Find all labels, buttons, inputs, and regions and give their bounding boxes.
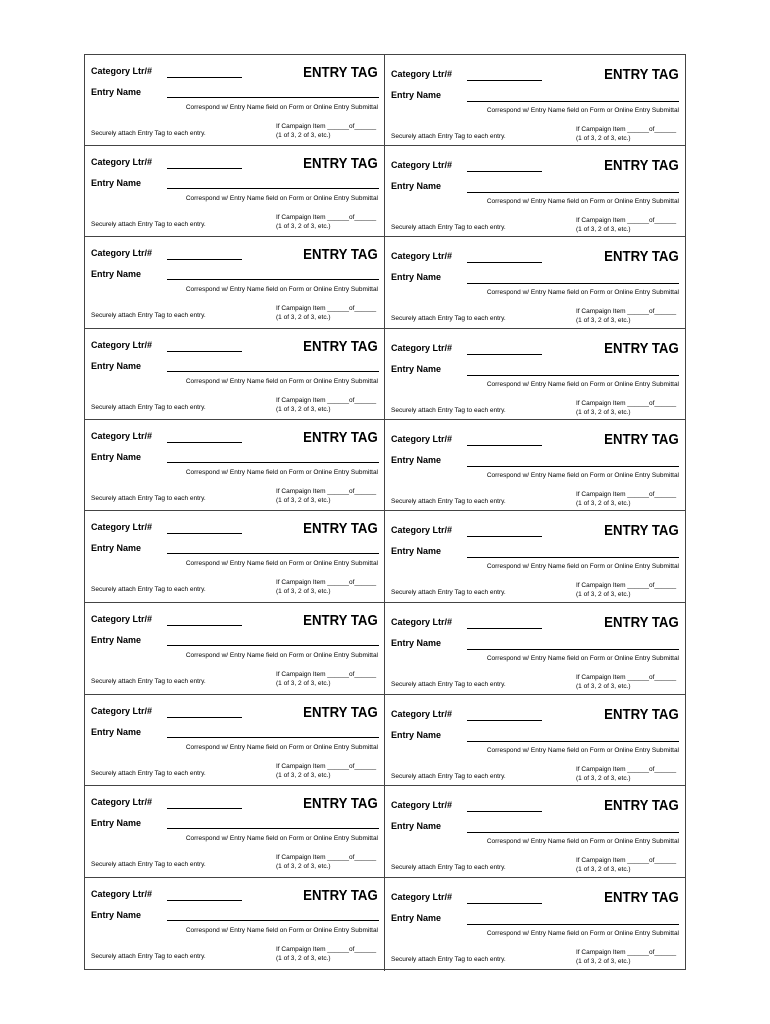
category-label: Category Ltr/# — [91, 157, 153, 167]
correspond-note: Correspond w/ Entry Name field on Form or Online Entry Submittal — [185, 195, 378, 202]
secure-note: Securely attach Entry Tag to each entry. — [91, 495, 206, 502]
category-label: Category Ltr/# — [391, 892, 453, 902]
campaign-item-note — [576, 948, 676, 966]
campaign-line-2: (1 of 3, 2 of 3, etc.) — [276, 314, 331, 321]
entry-name-line — [167, 645, 379, 646]
campaign-line-2: (1 of 3, 2 of 3, etc.) — [576, 409, 631, 416]
campaign-line-2: (1 of 3, 2 of 3, etc.) — [576, 226, 631, 233]
secure-note: Securely attach Entry Tag to each entry. — [391, 407, 506, 414]
entry-name-label: Entry Name — [391, 638, 442, 648]
category-line — [167, 808, 242, 809]
entry-name-label: Entry Name — [391, 90, 442, 100]
category-line — [167, 77, 242, 78]
category-label: Category Ltr/# — [91, 522, 153, 532]
entry-name-line — [167, 920, 379, 921]
category-line — [167, 442, 242, 443]
entry-name-line — [167, 371, 379, 372]
entry-name-line — [167, 97, 379, 98]
entry-tag-r2-c2 — [385, 146, 685, 237]
entry-tag-r4-c1 — [85, 329, 385, 420]
correspond-note: Correspond w/ Entry Name field on Form or Online Entry Submittal — [486, 563, 679, 570]
entry-name-label: Entry Name — [91, 178, 142, 188]
category-label: Category Ltr/# — [391, 343, 453, 353]
campaign-line-2: (1 of 3, 2 of 3, etc.) — [276, 223, 331, 230]
entry-tag-r5-c1 — [85, 420, 385, 511]
campaign-item-note — [276, 304, 376, 322]
category-line — [467, 262, 542, 263]
entry-name-label: Entry Name — [391, 455, 442, 465]
entry-tag-title: ENTRY TAG — [604, 157, 679, 174]
entry-tag-title: ENTRY TAG — [303, 520, 378, 537]
entry-tag-r4-c2 — [385, 329, 685, 420]
campaign-line-2: (1 of 3, 2 of 3, etc.) — [576, 317, 631, 324]
campaign-line-1: If Campaign Item ______of______ — [576, 217, 677, 224]
campaign-line-1: If Campaign Item ______of______ — [276, 488, 377, 495]
entry-name-line — [467, 101, 679, 102]
campaign-line-2: (1 of 3, 2 of 3, etc.) — [276, 680, 331, 687]
entry-tag-r8-c2 — [385, 695, 685, 786]
entry-tag-title: ENTRY TAG — [604, 248, 679, 265]
entry-name-label: Entry Name — [391, 272, 442, 282]
campaign-item-note — [276, 213, 376, 231]
campaign-line-2: (1 of 3, 2 of 3, etc.) — [276, 497, 331, 504]
entry-name-line — [467, 192, 679, 193]
campaign-line-1: If Campaign Item ______of______ — [276, 305, 377, 312]
campaign-line-1: If Campaign Item ______of______ — [576, 308, 677, 315]
category-label: Category Ltr/# — [91, 340, 153, 350]
entry-name-line — [167, 737, 379, 738]
entry-name-line — [467, 832, 679, 833]
category-label: Category Ltr/# — [391, 251, 453, 261]
category-line — [167, 717, 242, 718]
correspond-note: Correspond w/ Entry Name field on Form or Online Entry Submittal — [185, 469, 378, 476]
category-label: Category Ltr/# — [391, 800, 453, 810]
secure-note: Securely attach Entry Tag to each entry. — [391, 864, 506, 871]
correspond-note: Correspond w/ Entry Name field on Form or Online Entry Submittal — [486, 107, 679, 114]
entry-tag-title: ENTRY TAG — [604, 66, 679, 83]
category-line — [467, 445, 542, 446]
entry-tag-r9-c2 — [385, 786, 685, 878]
correspond-note: Correspond w/ Entry Name field on Form or Online Entry Submittal — [486, 198, 679, 205]
category-label: Category Ltr/# — [91, 614, 153, 624]
entry-tag-r3-c1 — [85, 237, 385, 329]
campaign-line-2: (1 of 3, 2 of 3, etc.) — [276, 955, 331, 962]
entry-tag-title: ENTRY TAG — [604, 431, 679, 448]
entry-tag-r6-c2 — [385, 511, 685, 603]
entry-name-label: Entry Name — [91, 87, 142, 97]
entry-tag-title: ENTRY TAG — [604, 797, 679, 814]
category-line — [467, 811, 542, 812]
correspond-note: Correspond w/ Entry Name field on Form or Online Entry Submittal — [486, 838, 679, 845]
category-label: Category Ltr/# — [391, 69, 453, 79]
entry-tag-title: ENTRY TAG — [303, 429, 378, 446]
category-line — [467, 354, 542, 355]
campaign-item-note — [276, 578, 376, 596]
correspond-note: Correspond w/ Entry Name field on Form or Online Entry Submittal — [185, 104, 378, 111]
campaign-item-note — [576, 399, 676, 417]
entry-tag-r9-c1 — [85, 786, 385, 878]
correspond-note: Correspond w/ Entry Name field on Form or Online Entry Submittal — [185, 286, 378, 293]
campaign-line-1: If Campaign Item ______of______ — [576, 949, 677, 956]
correspond-note: Correspond w/ Entry Name field on Form or Online Entry Submittal — [486, 747, 679, 754]
entry-tag-title: ENTRY TAG — [303, 338, 378, 355]
category-label: Category Ltr/# — [91, 797, 153, 807]
secure-note: Securely attach Entry Tag to each entry. — [91, 221, 206, 228]
category-line — [467, 720, 542, 721]
campaign-line-1: If Campaign Item ______of______ — [576, 674, 677, 681]
category-label: Category Ltr/# — [91, 431, 153, 441]
secure-note: Securely attach Entry Tag to each entry. — [91, 586, 206, 593]
secure-note: Securely attach Entry Tag to each entry. — [91, 861, 206, 868]
entry-name-line — [467, 466, 679, 467]
campaign-item-note — [276, 396, 376, 414]
campaign-line-2: (1 of 3, 2 of 3, etc.) — [576, 135, 631, 142]
entry-tag-title: ENTRY TAG — [303, 612, 378, 629]
correspond-note: Correspond w/ Entry Name field on Form or Online Entry Submittal — [486, 381, 679, 388]
entry-tag-r1-c1 — [85, 55, 385, 146]
correspond-note: Correspond w/ Entry Name field on Form or Online Entry Submittal — [185, 835, 378, 842]
secure-note: Securely attach Entry Tag to each entry. — [91, 953, 206, 960]
correspond-note: Correspond w/ Entry Name field on Form or Online Entry Submittal — [486, 472, 679, 479]
entry-name-line — [467, 741, 679, 742]
entry-name-line — [167, 279, 379, 280]
entry-tag-title: ENTRY TAG — [303, 795, 378, 812]
category-label: Category Ltr/# — [91, 706, 153, 716]
category-label: Category Ltr/# — [391, 160, 453, 170]
campaign-line-1: If Campaign Item ______of______ — [576, 582, 677, 589]
entry-name-label: Entry Name — [91, 727, 142, 737]
campaign-item-note — [576, 765, 676, 783]
entry-tag-title: ENTRY TAG — [604, 889, 679, 906]
entry-name-line — [467, 283, 679, 284]
entry-tag-title: ENTRY TAG — [604, 340, 679, 357]
campaign-line-1: If Campaign Item ______of______ — [276, 763, 377, 770]
category-line — [467, 903, 542, 904]
entry-tag-r6-c1 — [85, 511, 385, 603]
category-label: Category Ltr/# — [91, 248, 153, 258]
entry-name-line — [167, 828, 379, 829]
category-label: Category Ltr/# — [391, 525, 453, 535]
secure-note: Securely attach Entry Tag to each entry. — [391, 133, 506, 140]
correspond-note: Correspond w/ Entry Name field on Form or Online Entry Submittal — [486, 655, 679, 662]
campaign-line-1: If Campaign Item ______of______ — [576, 491, 677, 498]
entry-name-label: Entry Name — [391, 546, 442, 556]
category-label: Category Ltr/# — [91, 66, 153, 76]
secure-note: Securely attach Entry Tag to each entry. — [91, 770, 206, 777]
campaign-line-2: (1 of 3, 2 of 3, etc.) — [576, 775, 631, 782]
secure-note: Securely attach Entry Tag to each entry. — [391, 956, 506, 963]
campaign-line-2: (1 of 3, 2 of 3, etc.) — [276, 132, 331, 139]
campaign-line-2: (1 of 3, 2 of 3, etc.) — [576, 958, 631, 965]
campaign-item-note — [576, 490, 676, 508]
secure-note: Securely attach Entry Tag to each entry. — [91, 678, 206, 685]
entry-name-line — [167, 553, 379, 554]
entry-tag-title: ENTRY TAG — [303, 704, 378, 721]
campaign-line-1: If Campaign Item ______of______ — [276, 214, 377, 221]
category-line — [167, 533, 242, 534]
entry-name-label: Entry Name — [91, 269, 142, 279]
campaign-line-1: If Campaign Item ______of______ — [576, 126, 677, 133]
entry-tag-r10-c2 — [385, 878, 685, 971]
entry-name-label: Entry Name — [391, 181, 442, 191]
entry-name-label: Entry Name — [391, 913, 442, 923]
category-line — [167, 351, 242, 352]
entry-tag-title: ENTRY TAG — [604, 706, 679, 723]
category-line — [167, 625, 242, 626]
entry-name-label: Entry Name — [391, 730, 442, 740]
entry-name-line — [467, 649, 679, 650]
category-line — [467, 628, 542, 629]
campaign-line-2: (1 of 3, 2 of 3, etc.) — [276, 588, 331, 595]
campaign-line-1: If Campaign Item ______of______ — [576, 400, 677, 407]
category-line — [167, 259, 242, 260]
campaign-line-1: If Campaign Item ______of______ — [276, 946, 377, 953]
category-line — [467, 536, 542, 537]
entry-tag-title: ENTRY TAG — [303, 246, 378, 263]
campaign-line-1: If Campaign Item ______of______ — [276, 671, 377, 678]
entry-name-label: Entry Name — [91, 910, 142, 920]
entry-tag-title: ENTRY TAG — [604, 614, 679, 631]
entry-name-label: Entry Name — [391, 821, 442, 831]
campaign-item-note — [276, 670, 376, 688]
campaign-line-1: If Campaign Item ______of______ — [576, 857, 677, 864]
correspond-note: Correspond w/ Entry Name field on Form or Online Entry Submittal — [185, 927, 378, 934]
category-label: Category Ltr/# — [91, 889, 153, 899]
campaign-item-note — [576, 216, 676, 234]
secure-note: Securely attach Entry Tag to each entry. — [391, 315, 506, 322]
campaign-item-note — [576, 307, 676, 325]
entry-tag-r1-c2 — [385, 55, 685, 146]
category-label: Category Ltr/# — [391, 709, 453, 719]
campaign-item-note — [276, 945, 376, 963]
category-line — [167, 168, 242, 169]
entry-tag-title: ENTRY TAG — [303, 64, 378, 81]
secure-note: Securely attach Entry Tag to each entry. — [391, 681, 506, 688]
category-label: Category Ltr/# — [391, 617, 453, 627]
entry-tag-r7-c2 — [385, 603, 685, 695]
entry-tag-r8-c1 — [85, 695, 385, 786]
entry-name-label: Entry Name — [91, 452, 142, 462]
entry-name-line — [167, 188, 379, 189]
correspond-note: Correspond w/ Entry Name field on Form or Online Entry Submittal — [185, 378, 378, 385]
secure-note: Securely attach Entry Tag to each entry. — [391, 498, 506, 505]
campaign-line-1: If Campaign Item ______of______ — [276, 123, 377, 130]
entry-tag-r2-c1 — [85, 146, 385, 237]
secure-note: Securely attach Entry Tag to each entry. — [91, 312, 206, 319]
category-line — [467, 171, 542, 172]
campaign-line-1: If Campaign Item ______of______ — [276, 579, 377, 586]
campaign-line-2: (1 of 3, 2 of 3, etc.) — [576, 866, 631, 873]
campaign-line-2: (1 of 3, 2 of 3, etc.) — [276, 772, 331, 779]
campaign-line-2: (1 of 3, 2 of 3, etc.) — [276, 863, 331, 870]
category-line — [167, 900, 242, 901]
campaign-item-note — [276, 487, 376, 505]
campaign-line-2: (1 of 3, 2 of 3, etc.) — [576, 683, 631, 690]
campaign-line-1: If Campaign Item ______of______ — [576, 766, 677, 773]
secure-note: Securely attach Entry Tag to each entry. — [91, 404, 206, 411]
entry-name-label: Entry Name — [91, 543, 142, 553]
entry-name-label: Entry Name — [91, 818, 142, 828]
entry-name-line — [467, 557, 679, 558]
campaign-item-note — [276, 762, 376, 780]
entry-name-line — [467, 375, 679, 376]
secure-note: Securely attach Entry Tag to each entry. — [391, 589, 506, 596]
correspond-note: Correspond w/ Entry Name field on Form or Online Entry Submittal — [185, 744, 378, 751]
secure-note: Securely attach Entry Tag to each entry. — [391, 224, 506, 231]
secure-note: Securely attach Entry Tag to each entry. — [391, 773, 506, 780]
entry-name-label: Entry Name — [91, 361, 142, 371]
entry-name-line — [467, 924, 679, 925]
campaign-item-note — [576, 125, 676, 143]
entry-tag-r5-c2 — [385, 420, 685, 511]
entry-name-line — [167, 462, 379, 463]
correspond-note: Correspond w/ Entry Name field on Form or Online Entry Submittal — [486, 930, 679, 937]
entry-name-label: Entry Name — [391, 364, 442, 374]
entry-tag-r3-c2 — [385, 237, 685, 329]
entry-tag-title: ENTRY TAG — [303, 155, 378, 172]
campaign-line-2: (1 of 3, 2 of 3, etc.) — [576, 591, 631, 598]
secure-note: Securely attach Entry Tag to each entry. — [91, 130, 206, 137]
correspond-note: Correspond w/ Entry Name field on Form or Online Entry Submittal — [185, 560, 378, 567]
campaign-item-note — [576, 673, 676, 691]
entry-tag-r7-c1 — [85, 603, 385, 695]
entry-name-label: Entry Name — [91, 635, 142, 645]
entry-tag-title: ENTRY TAG — [604, 522, 679, 539]
entry-tag-title: ENTRY TAG — [303, 887, 378, 904]
category-label: Category Ltr/# — [391, 434, 453, 444]
correspond-note: Correspond w/ Entry Name field on Form or Online Entry Submittal — [185, 652, 378, 659]
campaign-line-2: (1 of 3, 2 of 3, etc.) — [576, 500, 631, 507]
category-line — [467, 80, 542, 81]
entry-tag-r10-c1 — [85, 878, 385, 971]
correspond-note: Correspond w/ Entry Name field on Form or Online Entry Submittal — [486, 289, 679, 296]
campaign-line-2: (1 of 3, 2 of 3, etc.) — [276, 406, 331, 413]
campaign-line-1: If Campaign Item ______of______ — [276, 854, 377, 861]
campaign-line-1: If Campaign Item ______of______ — [276, 397, 377, 404]
campaign-item-note — [276, 853, 376, 871]
campaign-item-note — [576, 856, 676, 874]
campaign-item-note — [276, 122, 376, 140]
entry-tag-sheet — [84, 54, 686, 970]
campaign-item-note — [576, 581, 676, 599]
